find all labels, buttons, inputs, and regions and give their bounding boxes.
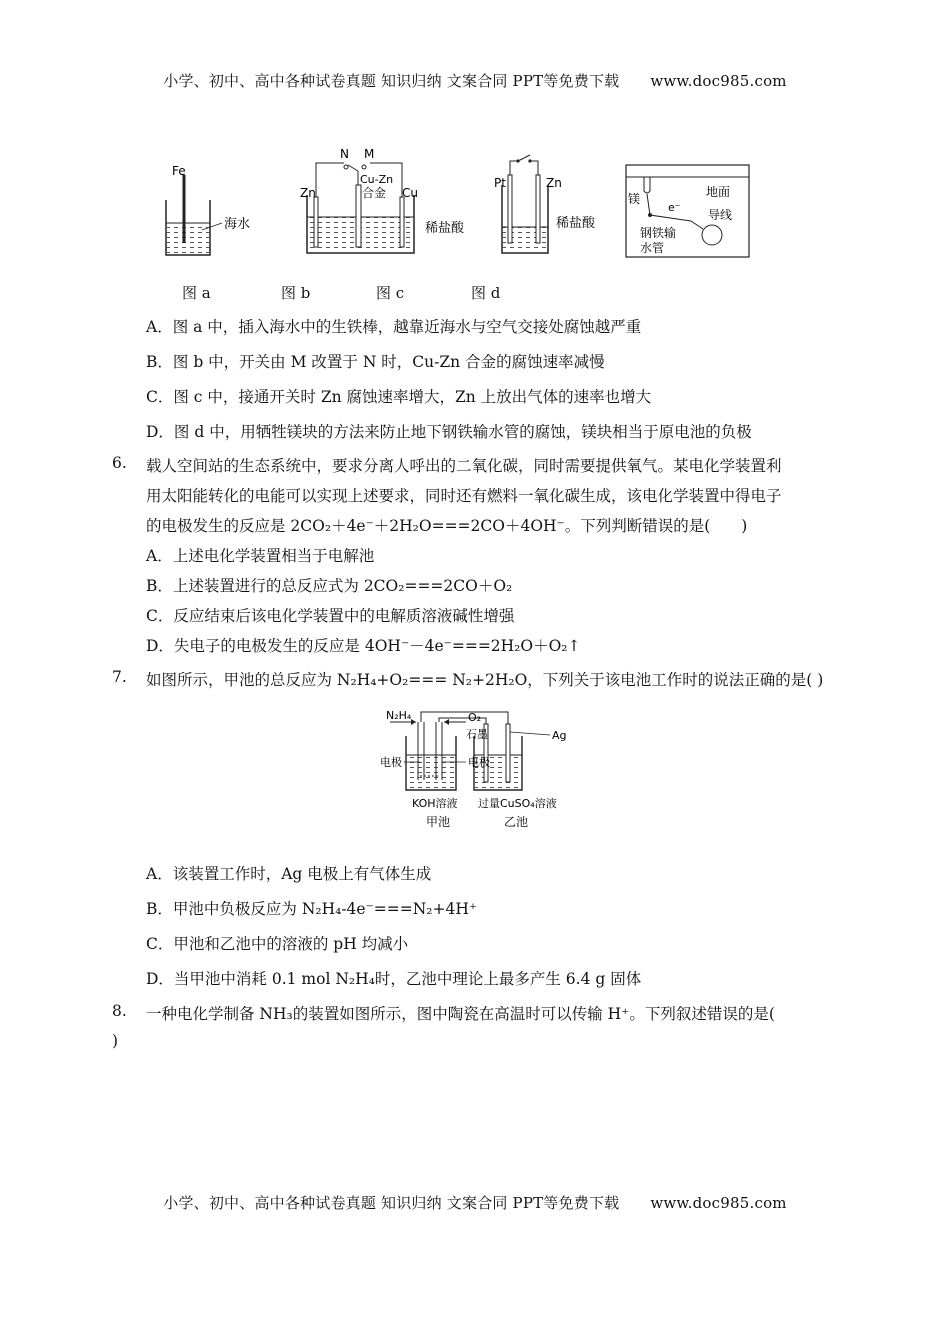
figure-b [300,147,465,253]
figure-d [626,165,749,257]
q6-option-d: D．失电子的电极发生的反应是 4OH⁻－4e⁻===2H₂O＋O₂↑ [146,637,581,655]
q7-fig-ag: Ag [552,729,567,742]
fig-d-pipe1: 钢铁输 [640,226,677,240]
fig-d-mg: 镁 [628,192,641,206]
fig-a-fe: Fe [172,164,186,178]
q7-option-a: A．该装置工作时，Ag 电极上有气体生成 [146,865,432,883]
q7-fig-cell-left: 甲池 [426,815,451,829]
q7-fig-solution-left: KOH溶液 [412,797,458,810]
q5-option-c: C．图 c 中，接通开关时 Zn 腐蚀速率增大，Zn 上放出气体的速率也增大 [146,388,652,406]
q6-stem-line3: 的电极发生的反应是 2CO₂＋4e⁻＋2H₂O===2CO＋4OH⁻。下列判断错误的是( ) [146,517,748,535]
fig-b-label: 图 b [281,284,311,302]
footer-site: www.doc985.com [650,1194,787,1212]
footer-text: 小学、初中、高中各种试卷真题 知识归纳 文案合同 PPT等免费下载 [163,1194,620,1212]
q6-option-c: C．反应结束后该电化学装置中的电解质溶液碱性增强 [146,607,515,625]
q7-fig-graphite: 石墨 [466,728,488,741]
fig-b-m: M [364,147,375,161]
fig-d-label: 图 d [471,284,501,302]
figure-c [494,155,596,253]
q8-stem-line2: ) [112,1032,119,1050]
q7-option-c: C．甲池和乙池中的溶液的 pH 均减小 [146,935,409,953]
q5-option-a: A．图 a 中，插入海水中的生铁棒，越靠近海水与空气交接处腐蚀越严重 [146,318,642,336]
q7-fig-o2: O₂ [468,711,482,724]
fig-c-label: 图 c [376,284,405,302]
fig-d-wire: 导线 [708,208,733,222]
q6-number: 6. [112,454,127,472]
fig-c-solution: 稀盐酸 [556,216,596,231]
fig-a-solution: 海水 [224,217,251,232]
figure-row-q5 [150,145,770,270]
fig-d-electron: e⁻ [668,201,681,214]
q8-stem-line1: 一种电化学制备 NH₃的装置如图所示，图中陶瓷在高温时可以传输 H⁺。下列叙述错误的是( [146,1005,775,1023]
q7-option-b: B．甲池中负极反应为 N₂H₄-4e⁻===N₂+4H⁺ [146,900,478,918]
page-header [0,70,950,91]
fig-b-solution: 稀盐酸 [425,221,465,236]
fig-b-zn: Zn [300,186,316,200]
fig-b-n: N [340,147,349,161]
q7-option-d: D．当甲池中消耗 0.1 mol N₂H₄时，乙池中理论上最多产生 6.4 g 固体 [146,970,642,988]
q7-fig-cell-right: 乙池 [504,815,529,829]
q7-fig-electrode-left: 电极 [380,756,402,769]
fig-a-label: 图 a [182,284,211,302]
figure-q7 [370,700,580,840]
fig-d-pipe2: 水管 [640,241,665,255]
q6-stem-line2: 用太阳能转化的电能可以实现上述要求，同时还有燃料一氧化碳生成，该电化学装置中得电子 [146,487,782,505]
q7-fig-n2h4: N₂H₄ [386,709,412,722]
q7-fig-solution-right: 过量CuSO₄溶液 [478,797,557,810]
q7-number: 7. [112,668,127,686]
fig-c-pt: Pt [494,176,506,190]
header-text: 小学、初中、高中各种试卷真题 知识归纳 文案合同 PPT等免费下载 [163,72,620,90]
q6-option-b: B．上述装置进行的总反应式为 2CO₂===2CO＋O₂ [146,577,513,595]
fig-b-alloy1: Cu-Zn [360,173,394,186]
q7-fig-electrode-right: 电极 [468,756,490,769]
q7-stem: 如图所示，甲池的总反应为 N₂H₄+O₂=== N₂+2H₂O，下列关于该电池工作时的说法正确的是( ) [146,671,824,689]
fig-d-ground: 地面 [706,185,731,199]
fig-c-zn: Zn [546,176,562,190]
header-site: www.doc985.com [650,72,787,90]
fig-b-cu: Cu [402,186,418,200]
q6-option-a: A．上述电化学装置相当于电解池 [146,547,375,565]
q5-option-d: D．图 d 中，用牺牲镁块的方法来防止地下钢铁输水管的腐蚀，镁块相当于原电池的负极 [146,423,752,441]
fig-b-alloy2: 合金 [362,186,387,200]
q5-option-b: B．图 b 中，开关由 M 改置于 N 时，Cu-Zn 合金的腐蚀速率减慢 [146,353,605,371]
figure-a [166,164,250,255]
q6-stem-line1: 载人空间站的生态系统中，要求分离人呼出的二氧化碳，同时需要提供氧气。某电化学装置利 [146,457,782,475]
q8-number: 8. [112,1002,127,1020]
page-footer [0,1192,950,1213]
